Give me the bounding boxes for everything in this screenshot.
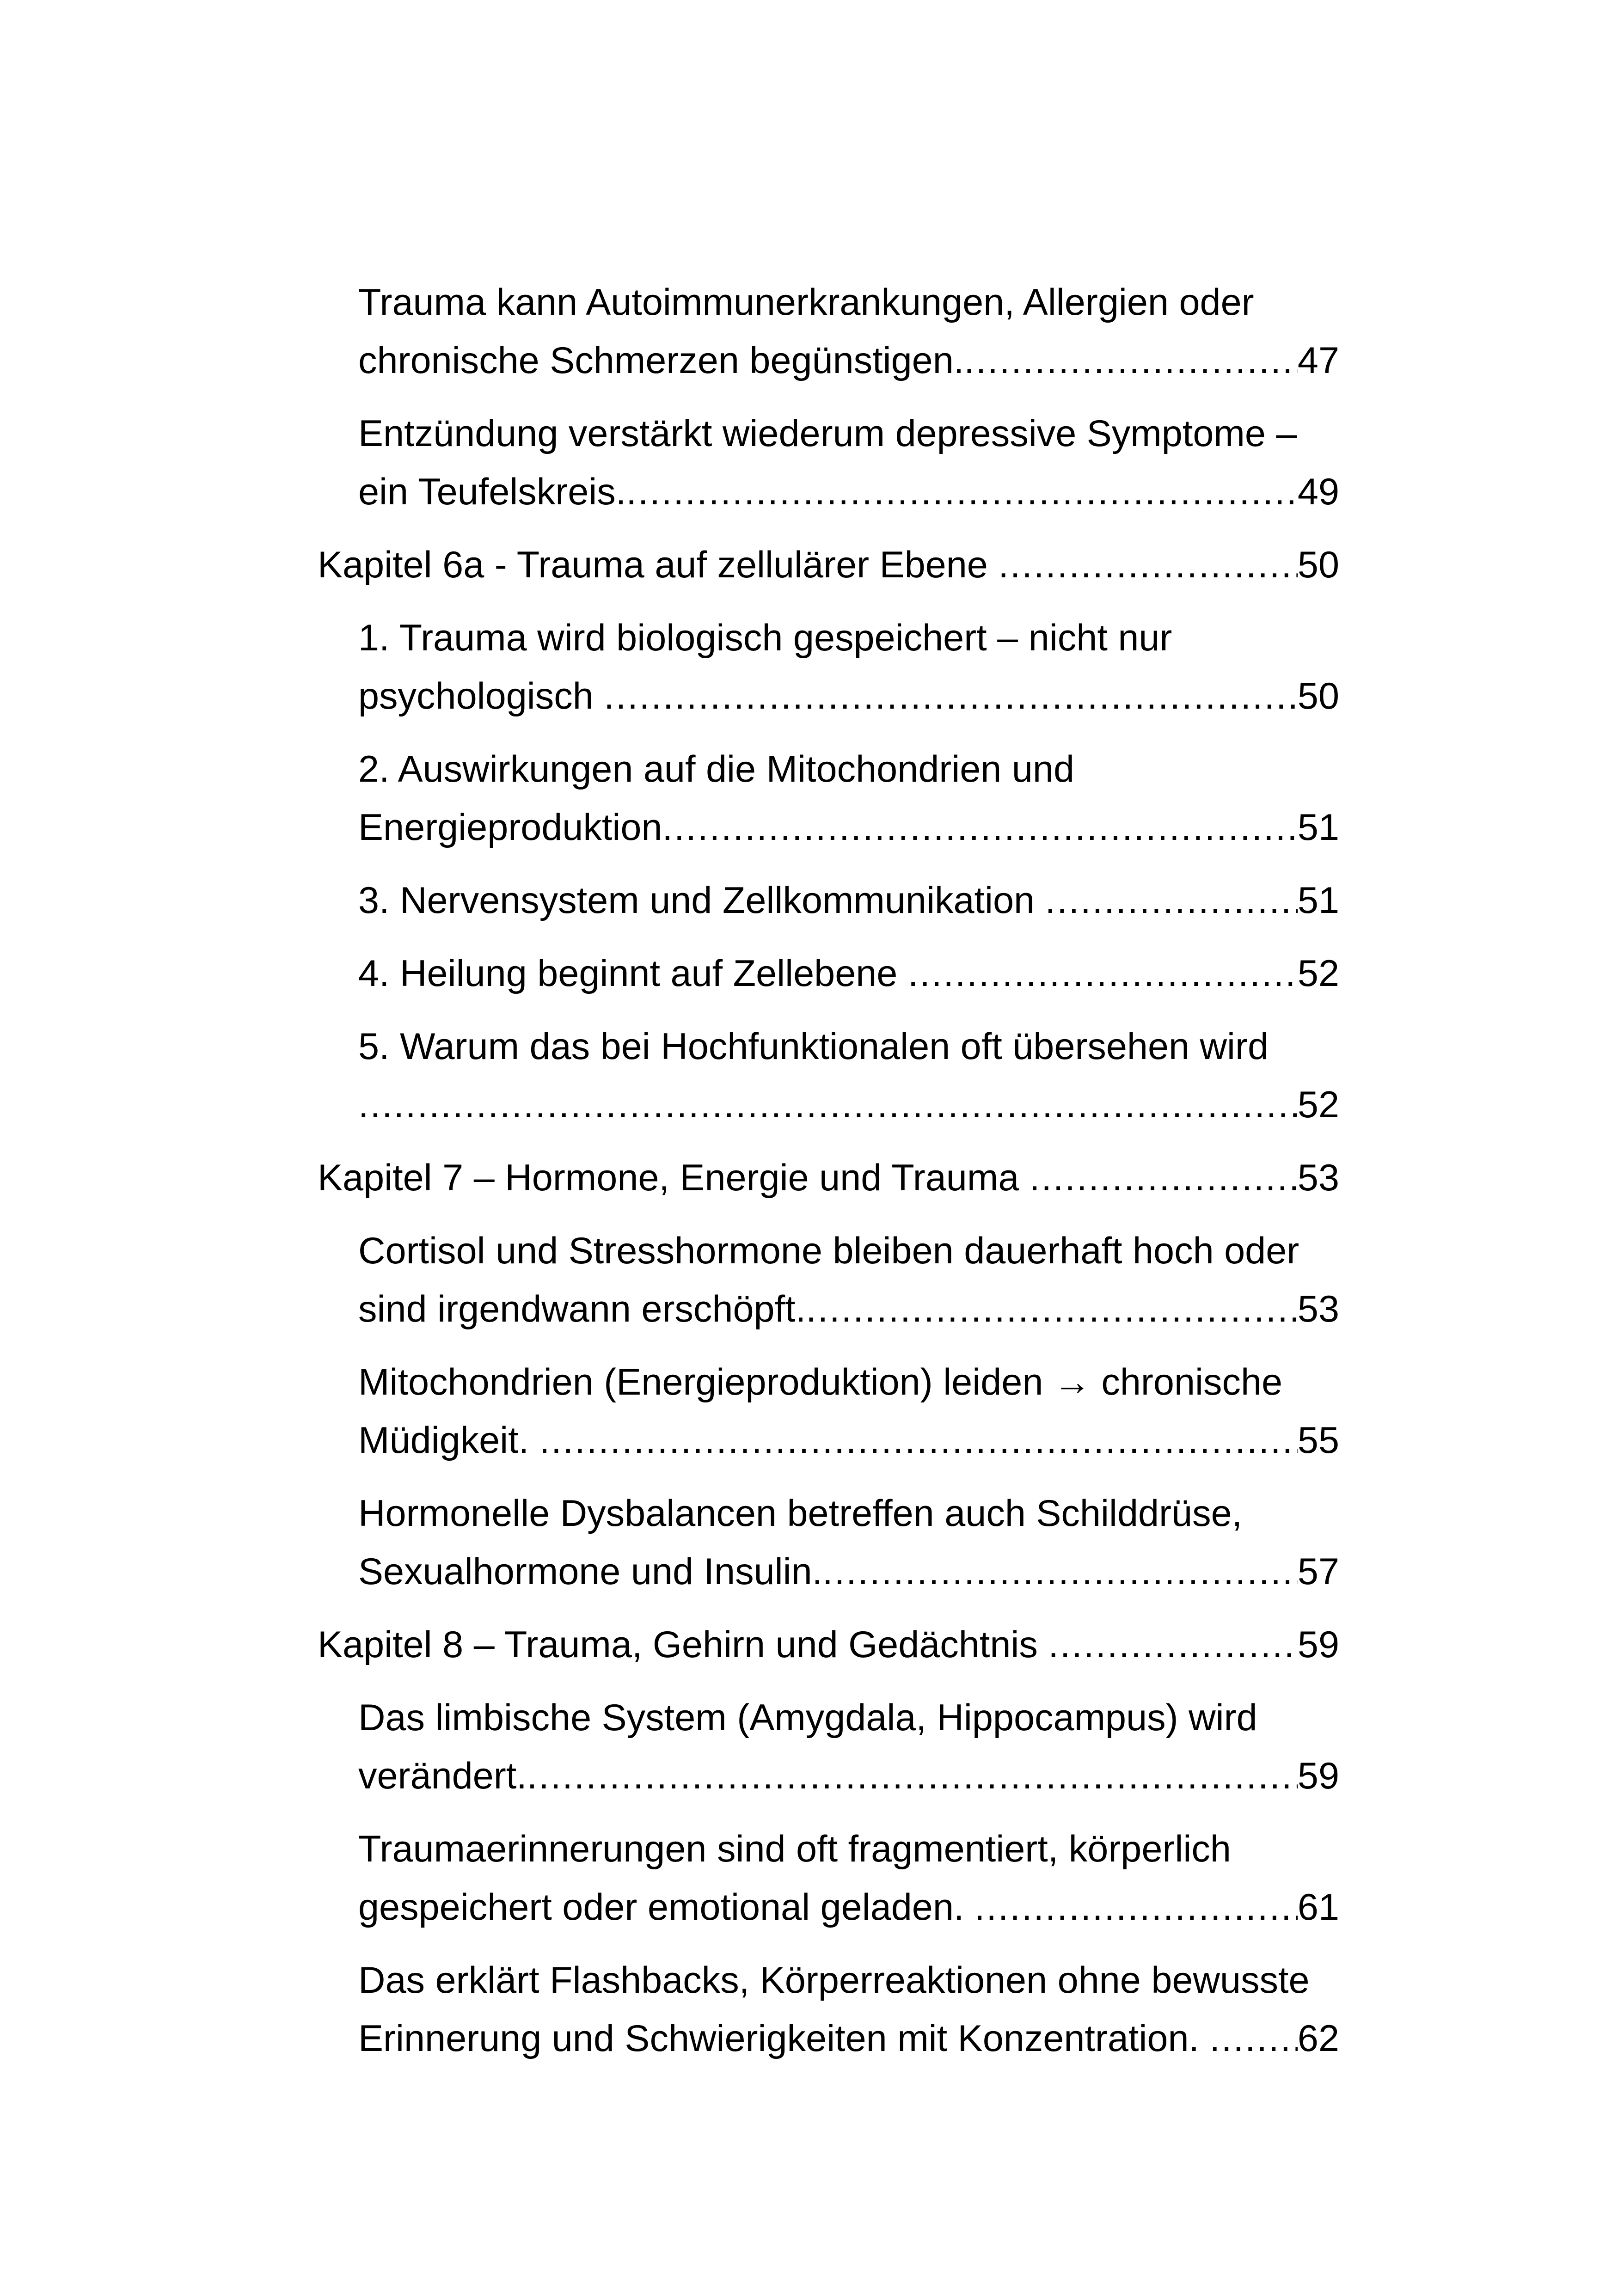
page-number: 50	[1297, 675, 1339, 717]
toc-entry-text: Mitochondrien (Energieproduktion) leiden → chronische	[358, 1361, 1283, 1403]
toc-entry	[318, 871, 1339, 930]
toc-entry-text: Erinnerung und Schwierigkeiten mit Konzentration.	[358, 2018, 1210, 2059]
toc-entry-text: Müdigkeit.	[358, 1420, 539, 1461]
table-of-contents	[318, 273, 1339, 2082]
page-number: 57	[1297, 1551, 1339, 1592]
toc-line[interactable]	[358, 404, 1339, 463]
toc-entry	[318, 536, 1339, 594]
toc-entry-text: chronische Schmerzen begünstigen.	[358, 340, 964, 381]
toc-entry-text: Traumaerinnerungen sind oft fragmentiert, körperlich	[358, 1828, 1231, 1870]
dot-leader	[964, 331, 1298, 390]
toc-entry-text: 4. Heilung beginnt auf Zellebene	[358, 953, 908, 994]
page-number: 53	[1297, 1288, 1339, 1330]
toc-entry-text: Cortisol und Stresshormone bleiben dauerhaft hoch oder	[358, 1230, 1299, 1272]
toc-entry-text: Kapitel 7 – Hormone, Energie und Trauma	[318, 1157, 1030, 1199]
page-number: 59	[1297, 1755, 1339, 1797]
dot-leader	[662, 798, 1297, 857]
toc-line[interactable]	[358, 1222, 1339, 1280]
toc-entry-text: 3. Nervensystem und Zellkommunikation	[358, 880, 1045, 921]
dot-leader	[1210, 2009, 1298, 2068]
dot-leader	[806, 1280, 1298, 1338]
toc-line[interactable]	[358, 1411, 1339, 1469]
toc-entry-text: Sexualhormone und Insulin.	[358, 1551, 823, 1592]
toc-line[interactable]	[358, 740, 1339, 798]
toc-entry	[318, 1951, 1339, 2068]
page-number: 49	[1297, 471, 1339, 513]
toc-line[interactable]	[358, 1878, 1339, 1936]
dot-leader	[974, 1878, 1298, 1936]
toc-entry-text: psychologisch	[358, 675, 604, 717]
page-number: 51	[1297, 880, 1339, 921]
page-number: 47	[1297, 340, 1339, 381]
toc-line[interactable]	[358, 667, 1339, 725]
page-number: 61	[1297, 1886, 1339, 1928]
page-number: 52	[1297, 953, 1339, 994]
toc-line[interactable]	[358, 1689, 1339, 1747]
toc-line[interactable]	[318, 536, 1339, 594]
dot-leader	[527, 1747, 1298, 1805]
toc-entry	[318, 944, 1339, 1003]
dot-leader	[1045, 871, 1298, 930]
toc-entry	[318, 609, 1339, 725]
page-number: 62	[1297, 2018, 1339, 2059]
toc-line[interactable]	[358, 1076, 1339, 1134]
page-number: 59	[1297, 1624, 1339, 1665]
toc-line[interactable]	[358, 273, 1339, 331]
toc-line[interactable]	[358, 1484, 1339, 1543]
toc-line[interactable]	[358, 1820, 1339, 1878]
toc-entry-text: Das limbische System (Amygdala, Hippocampus) wird	[358, 1697, 1257, 1739]
toc-entry-text: sind irgendwann erschöpft.	[358, 1288, 806, 1330]
toc-entry-text: Entzündung verstärkt wiederum depressive Symptome –	[358, 413, 1297, 454]
page-number: 51	[1297, 807, 1339, 848]
toc-line[interactable]	[318, 1616, 1339, 1674]
dot-leader	[998, 536, 1298, 594]
toc-entry-text: Kapitel 8 – Trauma, Gehirn und Gedächtnis	[318, 1624, 1048, 1665]
toc-entry	[318, 1149, 1339, 1207]
dot-leader	[1030, 1149, 1298, 1207]
toc-entry	[318, 404, 1339, 521]
toc-line[interactable]	[358, 1543, 1339, 1601]
toc-entry	[318, 1689, 1339, 1805]
dot-leader	[1048, 1616, 1297, 1674]
toc-entry-text: Energieproduktion	[358, 807, 662, 848]
toc-line[interactable]	[358, 331, 1339, 390]
toc-line[interactable]	[358, 1747, 1339, 1805]
toc-entry	[318, 1820, 1339, 1936]
dot-leader	[358, 1076, 1298, 1134]
dot-leader	[539, 1411, 1298, 1469]
dot-leader	[908, 944, 1298, 1003]
toc-line[interactable]	[358, 2009, 1339, 2068]
toc-line[interactable]	[358, 1353, 1339, 1411]
toc-entry	[318, 740, 1339, 857]
toc-entry-text: verändert.	[358, 1755, 527, 1797]
toc-line[interactable]	[358, 1280, 1339, 1338]
toc-entry-text: 1. Trauma wird biologisch gespeichert – nicht nur	[358, 617, 1172, 659]
toc-line[interactable]	[358, 609, 1339, 667]
toc-entry-text: Kapitel 6a - Trauma auf zellulärer Ebene	[318, 544, 999, 586]
toc-line[interactable]	[318, 1149, 1339, 1207]
toc-line[interactable]	[358, 871, 1339, 930]
toc-line[interactable]	[358, 1017, 1339, 1076]
toc-entry-text: 5. Warum das bei Hochfunktionalen oft übersehen wird	[358, 1026, 1269, 1067]
toc-line[interactable]	[358, 463, 1339, 521]
toc-entry-text: Das erklärt Flashbacks, Körperreaktionen ohne bewusste	[358, 1959, 1310, 2001]
toc-entry-text: 2. Auswirkungen auf die Mitochondrien und	[358, 748, 1075, 790]
toc-entry-text: Trauma kann Autoimmunerkrankungen, Allergien oder	[358, 282, 1254, 323]
page-number: 50	[1297, 544, 1339, 586]
toc-line[interactable]	[358, 798, 1339, 857]
dot-leader	[822, 1543, 1298, 1601]
dot-leader	[626, 463, 1298, 521]
toc-entry	[318, 1353, 1339, 1469]
page-number: 53	[1297, 1157, 1339, 1199]
toc-entry	[318, 1616, 1339, 1674]
toc-entry-text: Hormonelle Dysbalancen betreffen auch Schilddrüse,	[358, 1493, 1243, 1534]
toc-entry	[318, 1222, 1339, 1338]
toc-entry	[318, 1017, 1339, 1134]
toc-entry-text: gespeichert oder emotional geladen.	[358, 1886, 974, 1928]
toc-entry	[318, 1484, 1339, 1601]
page-number: 55	[1297, 1420, 1339, 1461]
toc-line[interactable]	[358, 1951, 1339, 2009]
page-number: 52	[1297, 1084, 1339, 1126]
toc-entry	[318, 273, 1339, 390]
toc-line[interactable]	[358, 944, 1339, 1003]
toc-entry-text: ein Teufelskreis.	[358, 471, 626, 513]
dot-leader	[604, 667, 1298, 725]
